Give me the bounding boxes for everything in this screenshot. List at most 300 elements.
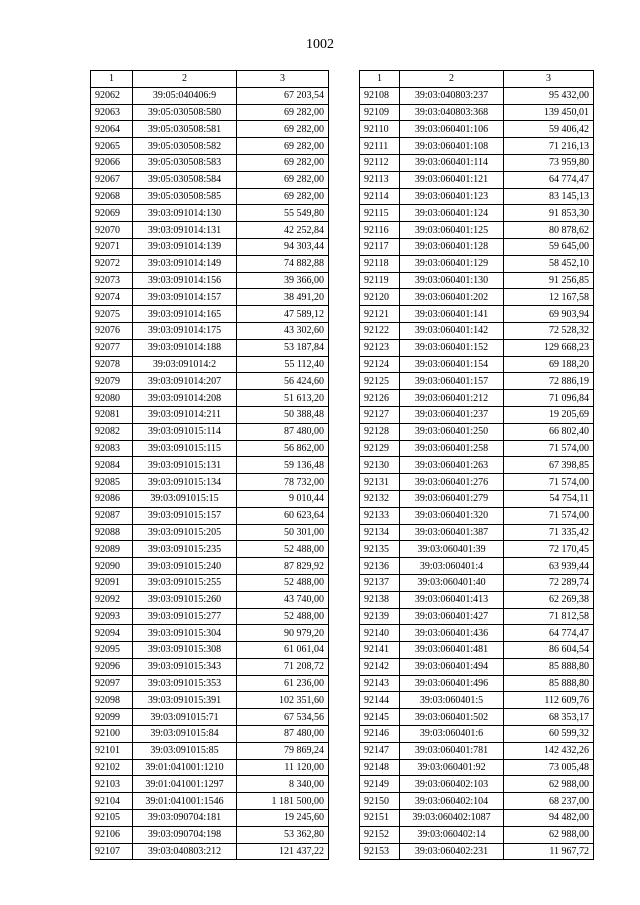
cadastral-number-cell: 39:03:060401:129: [400, 255, 504, 272]
cadastral-number-cell: 39:03:060401:154: [400, 356, 504, 373]
value-cell: 9 010,44: [237, 490, 329, 507]
cadastral-number-cell: 39:03:060401:481: [400, 642, 504, 659]
row-number-cell: 92114: [360, 188, 400, 205]
cadastral-number-cell: 39:03:091015:304: [133, 625, 237, 642]
table-row: [91, 474, 329, 491]
cadastral-number-cell: 39:03:060401:108: [400, 138, 504, 155]
value-cell: 91 853,30: [504, 205, 594, 222]
row-number-cell: 92116: [360, 222, 400, 239]
value-cell: 71 812,58: [504, 608, 594, 625]
table-row: [91, 104, 329, 121]
cadastral-number-cell: 39:03:060401:130: [400, 272, 504, 289]
value-cell: 72 170,45: [504, 541, 594, 558]
table-row: [360, 104, 594, 121]
row-number-cell: 92085: [91, 474, 133, 491]
value-cell: 59 136,48: [237, 457, 329, 474]
table-row: [91, 339, 329, 356]
cadastral-number-cell: 39:03:091015:71: [133, 709, 237, 726]
value-cell: 69 282,00: [237, 121, 329, 138]
row-number-cell: 92125: [360, 373, 400, 390]
table-row: [360, 709, 594, 726]
row-number-cell: 92144: [360, 692, 400, 709]
row-number-cell: 92067: [91, 171, 133, 188]
value-cell: 79 869,24: [237, 742, 329, 759]
row-number-cell: 92143: [360, 675, 400, 692]
table-row: [91, 658, 329, 675]
cadastral-number-cell: 39:03:091014:131: [133, 222, 237, 239]
value-cell: 38 491,20: [237, 289, 329, 306]
row-number-cell: 92094: [91, 625, 133, 642]
value-cell: 19 205,69: [504, 406, 594, 423]
table-body-left: [91, 87, 329, 860]
registry-table-right: [359, 70, 594, 860]
table-row: [360, 826, 594, 843]
cadastral-number-cell: 39:03:091014:2: [133, 356, 237, 373]
table-row: [360, 625, 594, 642]
row-number-cell: 92152: [360, 826, 400, 843]
row-number-cell: 92082: [91, 423, 133, 440]
row-number-cell: 92119: [360, 272, 400, 289]
cadastral-number-cell: 39:03:040803:212: [133, 843, 237, 860]
row-number-cell: 92065: [91, 138, 133, 155]
row-number-cell: 92096: [91, 658, 133, 675]
cadastral-number-cell: 39:03:091015:277: [133, 608, 237, 625]
row-number-cell: 92147: [360, 742, 400, 759]
table-row: [360, 541, 594, 558]
row-number-cell: 92117: [360, 238, 400, 255]
value-cell: 64 774,47: [504, 171, 594, 188]
table-row: [91, 188, 329, 205]
column-header-1: 1: [91, 71, 133, 88]
row-number-cell: 92130: [360, 457, 400, 474]
table-row: [91, 406, 329, 423]
table-row: [360, 272, 594, 289]
table-row: [91, 507, 329, 524]
cadastral-number-cell: 39:03:060401:128: [400, 238, 504, 255]
row-number-cell: 92112: [360, 154, 400, 171]
cadastral-number-cell: 39:03:060402:14: [400, 826, 504, 843]
column-header-2: 2: [133, 71, 237, 88]
value-cell: 69 282,00: [237, 171, 329, 188]
row-number-cell: 92149: [360, 776, 400, 793]
cadastral-number-cell: 39:05:030508:582: [133, 138, 237, 155]
cadastral-number-cell: 39:03:091014:156: [133, 272, 237, 289]
registry-table-left: [90, 70, 329, 860]
cadastral-number-cell: 39:03:091014:207: [133, 373, 237, 390]
table-row: [91, 457, 329, 474]
row-number-cell: 92107: [91, 843, 133, 860]
row-number-cell: 92145: [360, 709, 400, 726]
row-number-cell: 92063: [91, 104, 133, 121]
cadastral-number-cell: 39:03:060402:231: [400, 843, 504, 860]
value-cell: 52 488,00: [237, 574, 329, 591]
cadastral-number-cell: 39:03:060401:142: [400, 322, 504, 339]
value-cell: 71 574,00: [504, 474, 594, 491]
value-cell: 61 236,00: [237, 675, 329, 692]
row-number-cell: 92115: [360, 205, 400, 222]
value-cell: 43 302,60: [237, 322, 329, 339]
row-number-cell: 92126: [360, 390, 400, 407]
row-number-cell: 92084: [91, 457, 133, 474]
row-number-cell: 92146: [360, 726, 400, 743]
row-number-cell: 92132: [360, 490, 400, 507]
value-cell: 62 988,00: [504, 826, 594, 843]
cadastral-number-cell: 39:03:060401:320: [400, 507, 504, 524]
row-number-cell: 92086: [91, 490, 133, 507]
table-row: [360, 339, 594, 356]
value-cell: 19 245,60: [237, 810, 329, 827]
cadastral-number-cell: 39:03:060401:157: [400, 373, 504, 390]
table-row: [91, 608, 329, 625]
value-cell: 69 282,00: [237, 154, 329, 171]
row-number-cell: 92102: [91, 759, 133, 776]
value-cell: 74 882,88: [237, 255, 329, 272]
cadastral-number-cell: 39:05:030508:581: [133, 121, 237, 138]
cadastral-number-cell: 39:03:090704:181: [133, 810, 237, 827]
row-number-cell: 92148: [360, 759, 400, 776]
cadastral-number-cell: 39:03:060401:279: [400, 490, 504, 507]
cadastral-number-cell: 39:01:041001:1210: [133, 759, 237, 776]
cadastral-number-cell: 39:03:060401:5: [400, 692, 504, 709]
cadastral-number-cell: 39:03:091015:85: [133, 742, 237, 759]
cadastral-number-cell: 39:03:060401:250: [400, 423, 504, 440]
table-row: [360, 390, 594, 407]
value-cell: 69 282,00: [237, 188, 329, 205]
cadastral-number-cell: 39:03:091015:15: [133, 490, 237, 507]
cadastral-number-cell: 39:03:060401:125: [400, 222, 504, 239]
table-row: [360, 474, 594, 491]
table-row: [91, 776, 329, 793]
cadastral-number-cell: 39:03:060402:1087: [400, 810, 504, 827]
cadastral-number-cell: 39:03:091015:308: [133, 642, 237, 659]
table-row: [360, 373, 594, 390]
table-row: [91, 726, 329, 743]
value-cell: 50 301,00: [237, 524, 329, 541]
row-number-cell: 92095: [91, 642, 133, 659]
cadastral-number-cell: 39:03:060401:39: [400, 541, 504, 558]
row-number-cell: 92104: [91, 793, 133, 810]
value-cell: 71 574,00: [504, 507, 594, 524]
value-cell: 66 802,40: [504, 423, 594, 440]
row-number-cell: 92074: [91, 289, 133, 306]
value-cell: 50 388,48: [237, 406, 329, 423]
value-cell: 58 452,10: [504, 255, 594, 272]
row-number-cell: 92090: [91, 558, 133, 575]
table-row: [91, 625, 329, 642]
table-row: [360, 440, 594, 457]
row-number-cell: 92136: [360, 558, 400, 575]
value-cell: 69 282,00: [237, 104, 329, 121]
row-number-cell: 92138: [360, 591, 400, 608]
table-row: [360, 222, 594, 239]
row-number-cell: 92099: [91, 709, 133, 726]
row-number-cell: 92134: [360, 524, 400, 541]
table-row: [360, 138, 594, 155]
row-number-cell: 92101: [91, 742, 133, 759]
column-header-3: 3: [237, 71, 329, 88]
table-row: [91, 675, 329, 692]
table-row: [91, 490, 329, 507]
row-number-cell: 92066: [91, 154, 133, 171]
row-number-cell: 92111: [360, 138, 400, 155]
table-row: [91, 843, 329, 860]
value-cell: 71 335,42: [504, 524, 594, 541]
value-cell: 87 480,00: [237, 423, 329, 440]
cadastral-number-cell: 39:03:091015:115: [133, 440, 237, 457]
table-row: [360, 238, 594, 255]
table-row: [91, 289, 329, 306]
cadastral-number-cell: 39:03:060401:502: [400, 709, 504, 726]
cadastral-number-cell: 39:03:060401:494: [400, 658, 504, 675]
cadastral-number-cell: 39:03:060401:212: [400, 390, 504, 407]
cadastral-number-cell: 39:03:060401:202: [400, 289, 504, 306]
cadastral-number-cell: 39:03:060401:436: [400, 625, 504, 642]
value-cell: 102 351,60: [237, 692, 329, 709]
cadastral-number-cell: 39:03:091015:157: [133, 507, 237, 524]
value-cell: 94 482,00: [504, 810, 594, 827]
row-number-cell: 92127: [360, 406, 400, 423]
cadastral-number-cell: 39:03:060401:258: [400, 440, 504, 457]
cadastral-number-cell: 39:03:091015:235: [133, 541, 237, 558]
cadastral-number-cell: 39:03:060402:103: [400, 776, 504, 793]
table-row: [91, 742, 329, 759]
value-cell: 80 878,62: [504, 222, 594, 239]
table-row: [91, 255, 329, 272]
cadastral-number-cell: 39:03:090704:198: [133, 826, 237, 843]
value-cell: 139 450,01: [504, 104, 594, 121]
table-row: [360, 507, 594, 524]
value-cell: 129 668,23: [504, 339, 594, 356]
cadastral-number-cell: 39:05:030508:585: [133, 188, 237, 205]
table-row: [91, 222, 329, 239]
value-cell: 86 604,54: [504, 642, 594, 659]
table-row: [91, 642, 329, 659]
table-row: [360, 843, 594, 860]
row-number-cell: 92118: [360, 255, 400, 272]
row-number-cell: 92071: [91, 238, 133, 255]
table-row: [360, 558, 594, 575]
table-row: [91, 759, 329, 776]
row-number-cell: 92076: [91, 322, 133, 339]
value-cell: 95 432,00: [504, 87, 594, 104]
row-number-cell: 92151: [360, 810, 400, 827]
table-row: [360, 188, 594, 205]
row-number-cell: 92093: [91, 608, 133, 625]
row-number-cell: 92135: [360, 541, 400, 558]
table-row: [360, 726, 594, 743]
value-cell: 8 340,00: [237, 776, 329, 793]
row-number-cell: 92140: [360, 625, 400, 642]
row-number-cell: 92079: [91, 373, 133, 390]
table-row: [360, 154, 594, 171]
table-row: [360, 742, 594, 759]
value-cell: 72 886,19: [504, 373, 594, 390]
table-row: [360, 574, 594, 591]
row-number-cell: 92103: [91, 776, 133, 793]
row-number-cell: 92083: [91, 440, 133, 457]
value-cell: 51 613,20: [237, 390, 329, 407]
table-row: [91, 541, 329, 558]
table-row: [91, 171, 329, 188]
row-number-cell: 92092: [91, 591, 133, 608]
cadastral-number-cell: 39:03:091014:157: [133, 289, 237, 306]
row-number-cell: 92108: [360, 87, 400, 104]
row-number-cell: 92091: [91, 574, 133, 591]
value-cell: 67 203,54: [237, 87, 329, 104]
value-cell: 90 979,20: [237, 625, 329, 642]
value-cell: 55 549,80: [237, 205, 329, 222]
table-row: [91, 154, 329, 171]
cadastral-number-cell: 39:03:060401:237: [400, 406, 504, 423]
cadastral-number-cell: 39:03:060401:92: [400, 759, 504, 776]
cadastral-number-cell: 39:03:091014:149: [133, 255, 237, 272]
row-number-cell: 92073: [91, 272, 133, 289]
row-number-cell: 92105: [91, 810, 133, 827]
value-cell: 73 959,80: [504, 154, 594, 171]
value-cell: 59 406,42: [504, 121, 594, 138]
value-cell: 69 188,20: [504, 356, 594, 373]
row-number-cell: 92141: [360, 642, 400, 659]
table-row: [360, 793, 594, 810]
table-row: [360, 171, 594, 188]
value-cell: 42 252,84: [237, 222, 329, 239]
table-row: [360, 591, 594, 608]
table-row: [91, 121, 329, 138]
row-number-cell: 92109: [360, 104, 400, 121]
value-cell: 121 437,22: [237, 843, 329, 860]
row-number-cell: 92097: [91, 675, 133, 692]
row-number-cell: 92129: [360, 440, 400, 457]
row-number-cell: 92110: [360, 121, 400, 138]
table-row: [91, 826, 329, 843]
value-cell: 94 303,44: [237, 238, 329, 255]
cadastral-number-cell: 39:03:091014:188: [133, 339, 237, 356]
table-row: [360, 423, 594, 440]
cadastral-number-cell: 39:01:041001:1546: [133, 793, 237, 810]
header-row: [91, 71, 329, 88]
row-number-cell: 92153: [360, 843, 400, 860]
cadastral-number-cell: 39:03:091014:208: [133, 390, 237, 407]
cadastral-number-cell: 39:03:091015:240: [133, 558, 237, 575]
cadastral-number-cell: 39:03:091015:134: [133, 474, 237, 491]
row-number-cell: 92062: [91, 87, 133, 104]
row-number-cell: 92069: [91, 205, 133, 222]
value-cell: 39 366,00: [237, 272, 329, 289]
row-number-cell: 92139: [360, 608, 400, 625]
cadastral-number-cell: 39:05:030508:583: [133, 154, 237, 171]
table-row: [360, 322, 594, 339]
table-row: [360, 255, 594, 272]
value-cell: 64 774,47: [504, 625, 594, 642]
cadastral-number-cell: 39:03:091015:343: [133, 658, 237, 675]
table-row: [360, 642, 594, 659]
row-number-cell: 92068: [91, 188, 133, 205]
table-row: [360, 87, 594, 104]
cadastral-number-cell: 39:03:091014:130: [133, 205, 237, 222]
row-number-cell: 92121: [360, 306, 400, 323]
cadastral-number-cell: 39:03:060401:413: [400, 591, 504, 608]
table-row: [91, 709, 329, 726]
cadastral-number-cell: 39:03:060401:40: [400, 574, 504, 591]
row-number-cell: 92078: [91, 356, 133, 373]
value-cell: 62 988,00: [504, 776, 594, 793]
cadastral-number-cell: 39:03:091015:353: [133, 675, 237, 692]
cadastral-number-cell: 39:03:060401:106: [400, 121, 504, 138]
table-row: [91, 440, 329, 457]
table-row: [360, 289, 594, 306]
row-number-cell: 92100: [91, 726, 133, 743]
value-cell: 59 645,00: [504, 238, 594, 255]
value-cell: 69 282,00: [237, 138, 329, 155]
cadastral-number-cell: 39:03:060401:496: [400, 675, 504, 692]
table-row: [91, 373, 329, 390]
value-cell: 87 829,92: [237, 558, 329, 575]
table-row: [91, 322, 329, 339]
cadastral-number-cell: 39:03:091015:114: [133, 423, 237, 440]
cadastral-number-cell: 39:03:060402:104: [400, 793, 504, 810]
cadastral-number-cell: 39:03:060401:781: [400, 742, 504, 759]
table-row: [360, 457, 594, 474]
table-row: [91, 793, 329, 810]
table-row: [91, 356, 329, 373]
row-number-cell: 92120: [360, 289, 400, 306]
header-row: [360, 71, 594, 88]
value-cell: 60 623,64: [237, 507, 329, 524]
column-header-1: 1: [360, 71, 400, 88]
row-number-cell: 92075: [91, 306, 133, 323]
row-number-cell: 92128: [360, 423, 400, 440]
table-row: [360, 524, 594, 541]
cadastral-number-cell: 39:01:041001:1297: [133, 776, 237, 793]
column-header-2: 2: [400, 71, 504, 88]
cadastral-number-cell: 39:03:060401:4: [400, 558, 504, 575]
table-row: [360, 692, 594, 709]
value-cell: 53 187,84: [237, 339, 329, 356]
value-cell: 71 216,13: [504, 138, 594, 155]
table-row: [360, 306, 594, 323]
table-row: [360, 759, 594, 776]
value-cell: 52 488,00: [237, 541, 329, 558]
cadastral-number-cell: 39:03:091015:84: [133, 726, 237, 743]
row-number-cell: 92150: [360, 793, 400, 810]
value-cell: 68 353,17: [504, 709, 594, 726]
value-cell: 69 903,94: [504, 306, 594, 323]
cadastral-number-cell: 39:03:040803:237: [400, 87, 504, 104]
table-row: [91, 692, 329, 709]
table-row: [360, 205, 594, 222]
row-number-cell: 92124: [360, 356, 400, 373]
value-cell: 53 362,80: [237, 826, 329, 843]
cadastral-number-cell: 39:03:060401:276: [400, 474, 504, 491]
table-row: [360, 121, 594, 138]
cadastral-number-cell: 39:03:060401:263: [400, 457, 504, 474]
row-number-cell: 92098: [91, 692, 133, 709]
value-cell: 78 732,00: [237, 474, 329, 491]
value-cell: 62 269,38: [504, 591, 594, 608]
row-number-cell: 92106: [91, 826, 133, 843]
value-cell: 71 096,84: [504, 390, 594, 407]
row-number-cell: 92081: [91, 406, 133, 423]
value-cell: 112 609,76: [504, 692, 594, 709]
table-row: [360, 776, 594, 793]
row-number-cell: 92089: [91, 541, 133, 558]
row-number-cell: 92142: [360, 658, 400, 675]
value-cell: 85 888,80: [504, 658, 594, 675]
table-row: [91, 205, 329, 222]
value-cell: 61 061,04: [237, 642, 329, 659]
table-row: [91, 138, 329, 155]
cadastral-number-cell: 39:05:030508:580: [133, 104, 237, 121]
